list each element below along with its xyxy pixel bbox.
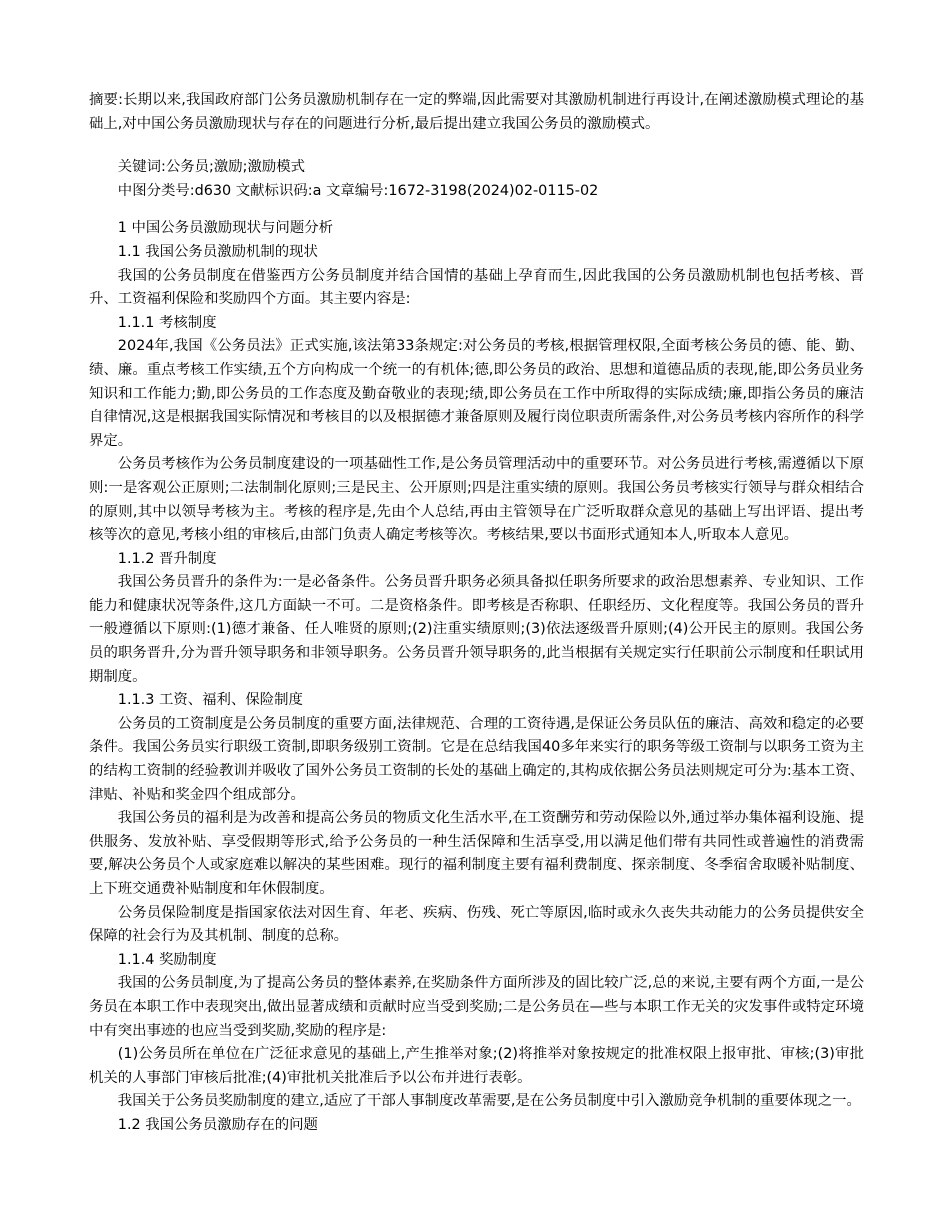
paragraph: 公务员的工资制度是公务员制度的重要方面,法律规范、合理的工资待遇,是保证公务员队伍的廉洁、高效和稳定的必要条件。我国公务员实行职级工资制,即职务级别工资制。它是在总结我国40多年来实行的职务等级工资制与以职务工资为主的结构工资制的经验教训并吸收了国外公务员工资制的长处的基础上确定的,其构成依据公务员法则规定可分为:基本工资、津贴、补贴和奖金四个组成部分。 [89, 715, 864, 803]
paragraph: 我国公务员晋升的条件为:一是必备条件。公务员晋升职务必须具备拟任职务所要求的政治思想素养、专业知识、工作能力和健康状况等条件,这几方面缺一不可。二是资格条件。即考核是否称职、任职经历、文化程度等。我国公务员的晋升一般遵循以下原则:(1)德才兼备、任人唯贤的原则;(2)注重实绩原则;(3)依法逐级晋升原则;(4)公开民主的原则。我国公务员的职务晋升,分为晋升领导职务和非领导职务。公务员晋升领导职务的,此当根据有关规定实行任职前公示制度和任职试用期制度。 [89, 574, 864, 685]
section-1-1-3-title: 1.1.3 工资、福利、保险制度 [117, 692, 303, 709]
paragraph: 我国公务员的福利是为改善和提高公务员的物质文化生活水平,在工资酬劳和劳动保险以外,通过举办集体福利设施、提供服务、发放补贴、享受假期等形式,给予公务员的一种生活保障和生活享受,用以满足他们带有共同性或普遍性的消费需要,解决公务员个人或家庭难以解决的某些困难。现行的福利制度主要有福利费制度、探亲制度、冬季宿舍取暖补贴制度、上下班交通费补贴制度和年休假制度。 [89, 810, 864, 897]
paragraph: 我国的公务员制度,为了提高公务员的整体素养,在奖励条件方面所涉及的固比较广泛,总的来说,主要有两个方面,一是公务员在本职工作中表现突出,做出显著成绩和贡献时应当受到奖励;二是公务员在—些与本职工作无关的灾发事件或特定环境中有突出事迹的也应当受到奖励,奖励的程序是: [89, 975, 864, 1039]
classification-line: 中图分类号:d630 文献标识码:a 文章编号:1672-3198(2024)02-0115-02 [117, 182, 599, 199]
paragraph: 公务员保险制度是指国家依法对因生育、年老、疾病、伤残、死亡等原因,临时或永久丧失共动能力的公务员提供安全保障的社会行为及其机制、制度的总称。 [89, 904, 864, 945]
section-1-2-title: 1.2 我国公务员激励存在的问题 [117, 1116, 318, 1133]
paragraph: 2024年,我国《公务员法》正式实施,该法第33条规定:对公务员的考核,根据管理权限,全面考核公务员的德、能、勤、绩、廉。重点考核工作实绩,五个方向构成一个统一的有机体;德,即公务员的政治、思想和道德品质的表现,能,即公务员业务知识和工作能力;勤,即公务员的工作态度及勤奋敬业的表现;绩,即公务员在工作中所取得的实际成绩;廉,即指公务员的廉洁自律情况,这是根据我国实际情况和考核目的以及根据德才兼备原则及履行岗位职责所需条件,对公务员考核内容所作的科学界定。 [89, 338, 864, 449]
keywords: 关键词:公务员;激励;激励模式 [117, 159, 306, 176]
paragraph: (1)公务员所在单位在广泛征求意见的基础上,产生推举对象;(2)将推举对象按规定的批准权限上报审批、审核;(3)审批机关的人事部门审核后批准;(4)审批机关批准后予以公布并进行表彰。 [89, 1046, 864, 1086]
paragraph: 我国关于公务员奖励制度的建立,适应了干部人事制度改革需要,是在公务员制度中引入激励竞争机制的重要体现之一。 [117, 1093, 861, 1110]
section-1-1-4-title: 1.1.4 奖励制度 [117, 951, 217, 968]
section-1-1-intro: 我国的公务员制度在借鉴西方公务员制度并结合国情的基础上孕育而生,因此我国的公务员激励机制也包括考核、晋升、工资福利保险和奖励四个方面。其主要内容是: [89, 267, 864, 308]
section-1-1-title: 1.1 我国公务员激励机制的现状 [117, 243, 318, 260]
paragraph: 公务员考核作为公务员制度建设的一项基础性工作,是公务员管理活动中的重要环节。对公务员进行考核,需遵循以下原则:一是客观公正原则;二法制制化原则;三是民主、公开原则;四是注重实绩的原则。我国公务员考核实行领导与群众相结合的原则,其中以领导考核为主。考核的程序是,先由个人总结,再由主管领导在广泛听取群众意见的基础上写出评语、提出考核等次的意见,考核小组的审核后,由部门负责人确定考核等次。考核结果,要以书面形式通知本人,听取本人意见。 [89, 456, 864, 544]
section-1-1-1-title: 1.1.1 考核制度 [117, 314, 217, 331]
abstract: 摘要:长期以来,我国政府部门公务员激励机制存在一定的弊端,因此需要对其激励机制进行再设计,在阐述激励模式理论的基础上,对中国公务员激励现状与存在的问题进行分析,最后提出建立我国公务员的激励模式。 [89, 92, 864, 132]
section-1-1-2-title: 1.1.2 晋升制度 [117, 550, 217, 567]
section-1-title: 1 中国公务员激励现状与问题分析 [117, 220, 333, 237]
article-body [89, 89, 864, 1138]
